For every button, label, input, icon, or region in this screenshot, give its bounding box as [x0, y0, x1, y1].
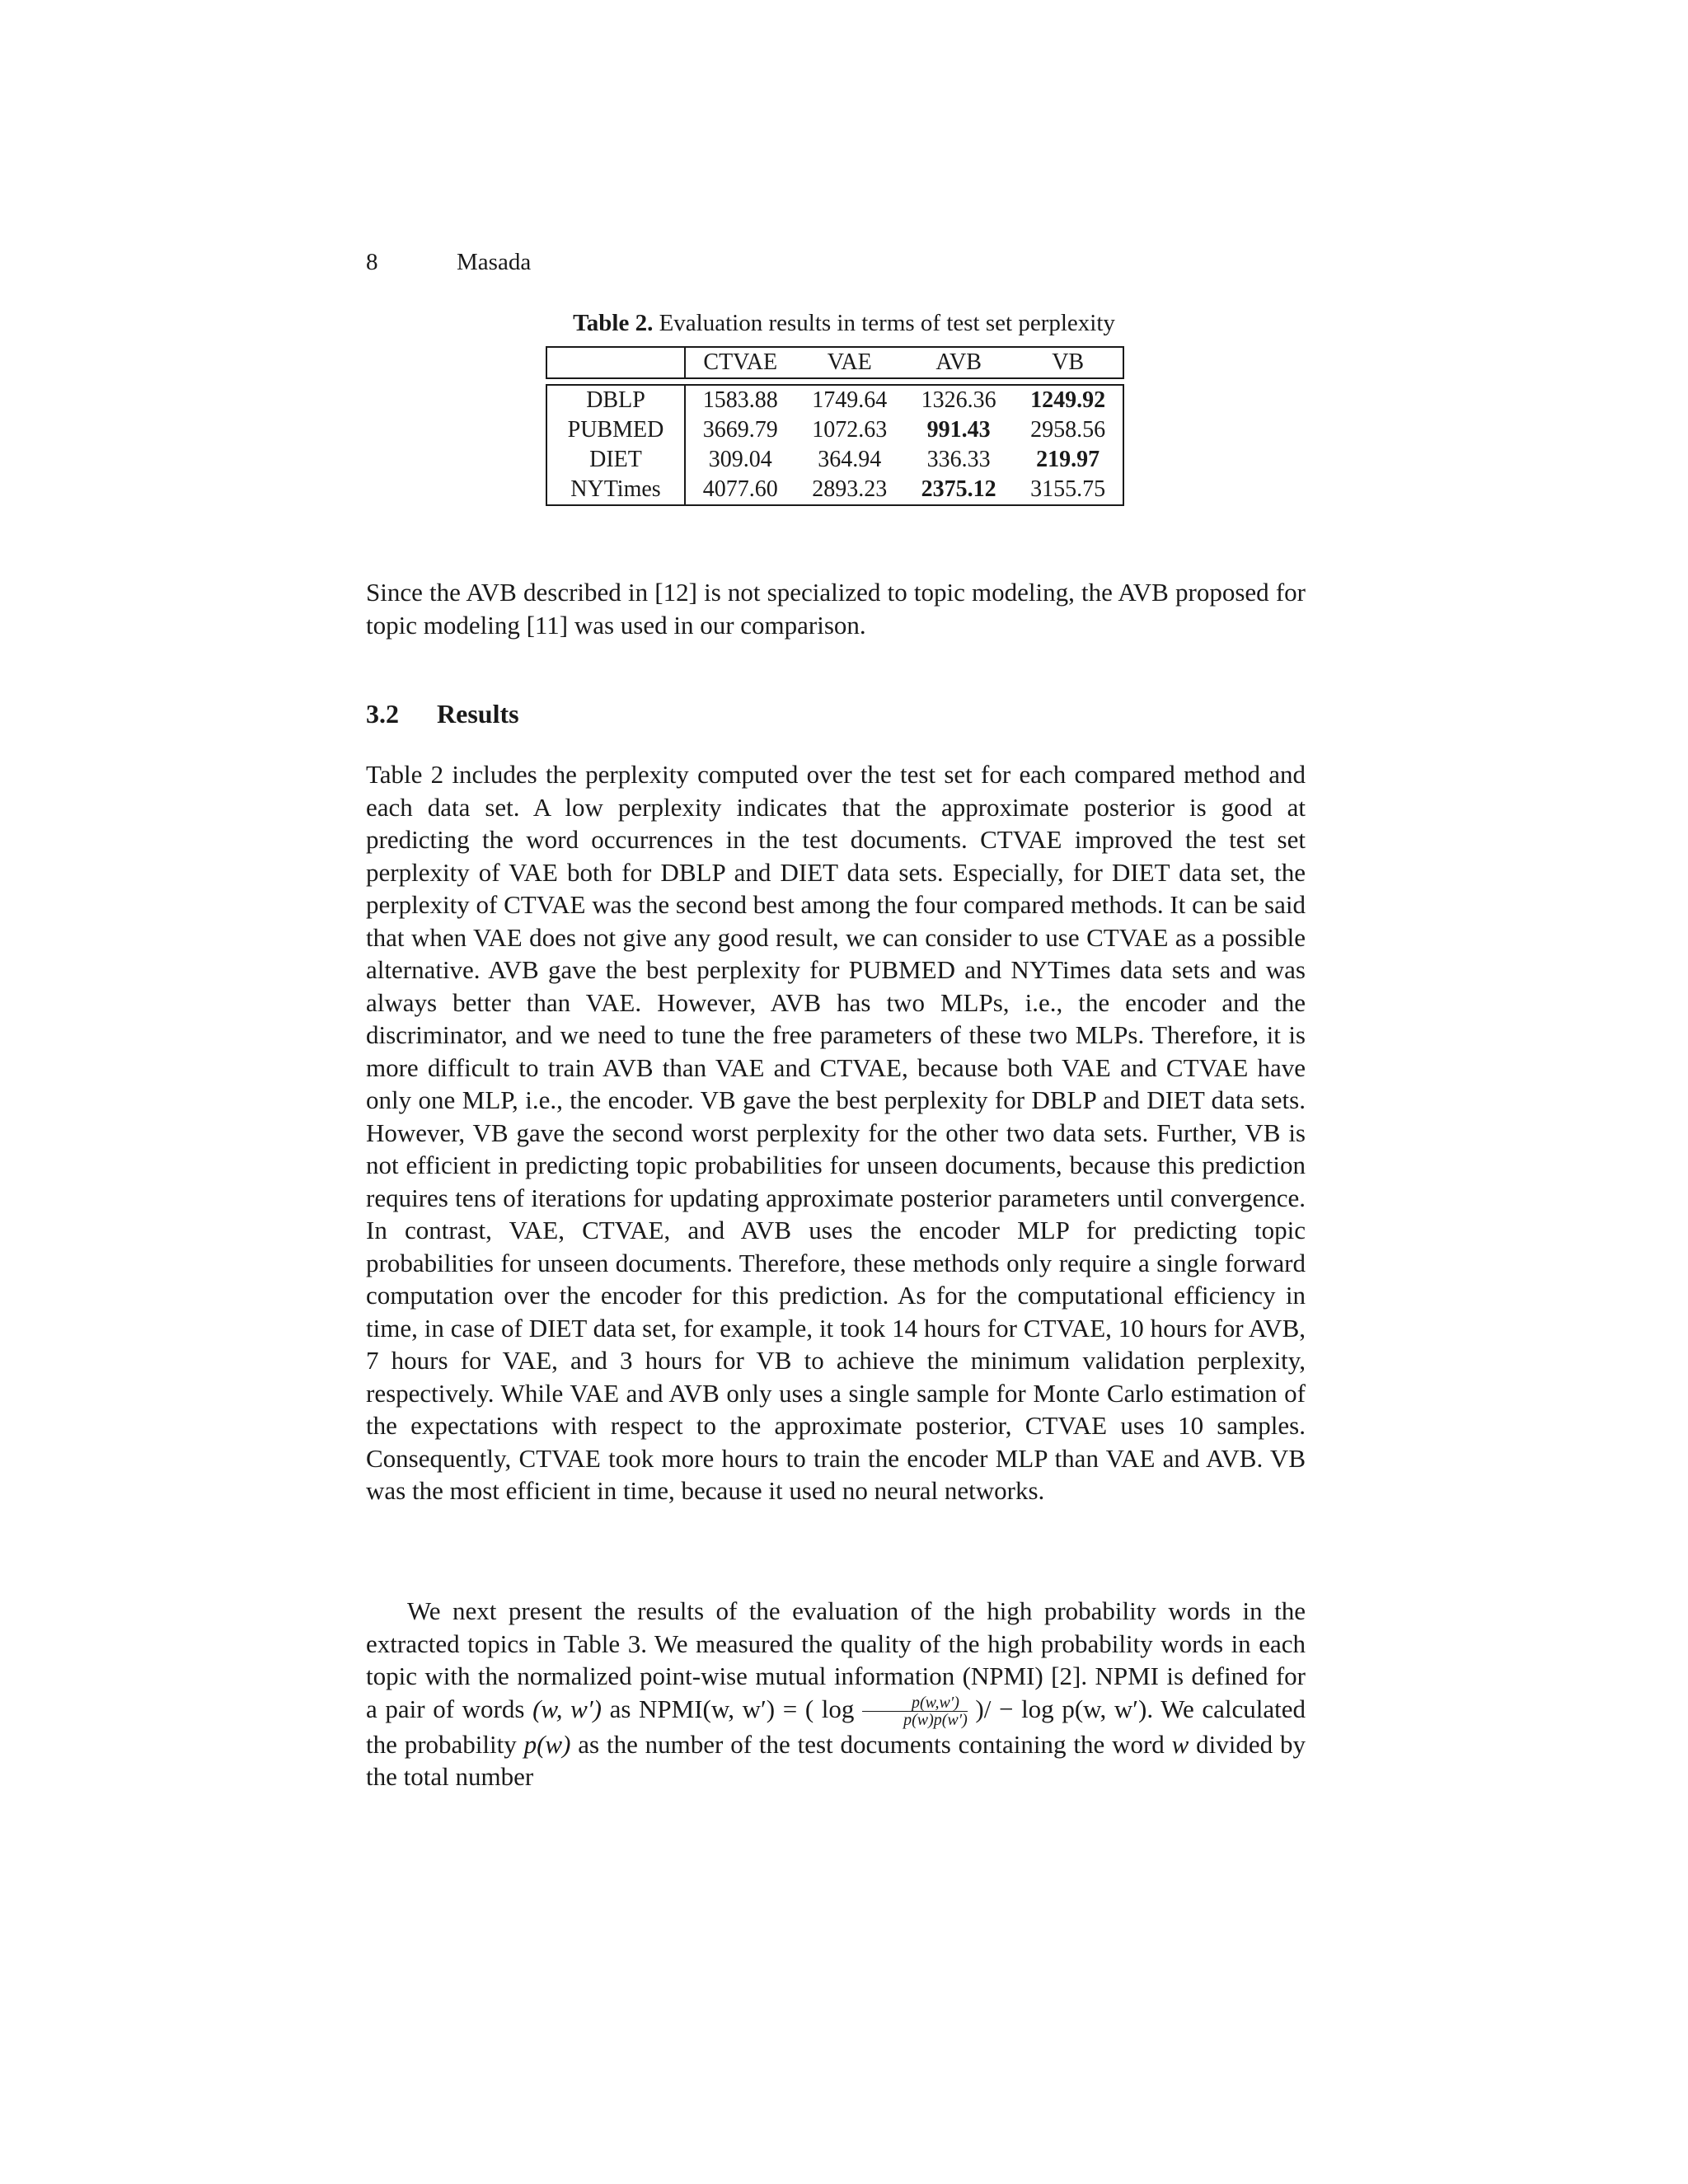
row-label: NYTimes — [546, 475, 685, 505]
table-cell: 364.94 — [818, 447, 882, 472]
page-number: 8 — [366, 249, 378, 275]
running-author: Masada — [457, 249, 532, 275]
npmi-log-close: )/ − log p(w, w′). We calculated the probability — [366, 1694, 1306, 1759]
table-row — [546, 415, 1123, 445]
table-header-vb: VB — [1013, 347, 1123, 378]
row-label: DBLP — [546, 385, 685, 415]
table-row — [546, 475, 1123, 505]
table-cell: 1749.64 — [795, 385, 904, 415]
npmi-text-end: divided by the total number — [366, 1729, 1306, 1792]
table-caption-label: Table 2. — [573, 310, 654, 336]
table-row — [546, 385, 1123, 415]
npmi-fraction — [862, 1694, 968, 1728]
perplexity-table — [546, 346, 1124, 506]
section-number: 3.2 — [366, 699, 399, 729]
table-row — [546, 445, 1123, 475]
table-caption-text: Evaluation results in terms of test set perplexity — [659, 310, 1115, 336]
table-cell-best: 219.97 — [1013, 445, 1123, 475]
table-header-empty — [546, 347, 685, 378]
npmi-text-mid: as NPMI(w, w′) = — [601, 1694, 805, 1723]
row-label: PUBMED — [546, 415, 685, 445]
npmi-log-open: ( log — [804, 1694, 863, 1723]
table-cell-best: 1249.92 — [1013, 385, 1123, 415]
table-cell: 3669.79 — [702, 417, 778, 443]
table-cell: 4077.60 — [685, 475, 795, 505]
npmi-text-after-pw: as the number of the test documents containing the word — [570, 1729, 1172, 1759]
table-cell: 1072.63 — [812, 417, 888, 443]
table-cell: 1326.36 — [904, 385, 1013, 415]
table-header-vae: VAE — [795, 347, 904, 378]
paragraph-npmi — [366, 1595, 1306, 1793]
fraction-numerator: p(w,w′) — [862, 1694, 968, 1712]
math-word-pair: (w, w′) — [532, 1694, 602, 1723]
table-cell: 2893.23 — [795, 475, 904, 505]
table-cell: 309.04 — [708, 447, 772, 472]
table-cell-best: 2375.12 — [904, 475, 1013, 505]
math-pw: p(w) — [523, 1729, 571, 1759]
table-cell: 336.33 — [926, 447, 991, 472]
paragraph-results: Table 2 includes the perplexity computed over the test set for each compared method and each data set. A low perplexity indicates that the approximate posterior is good at predicting the word occurrences in the test documents. CTVAE improved the test set perplexity of VAE both for DBLP and DIET data sets. Especially, for DIET data set, the perplexity of CTVAE was the second best among the four compared methods. It can be said that when VAE does not give any good result, we can consider to use CTVAE as a possible alternative. AVB gave the best perplexity for PUBMED and NYTimes data sets and was always better than VAE. However, AVB has two MLPs, i.e., the encoder and the discriminator, and we need to tune the free parameters of these two MLPs. Therefore, it is more difficult to train AVB than VAE and CTVAE, because both VAE and CTVAE have only one MLP, i.e., the encoder. VB gave the best perplexity for DBLP and DIET data sets. However, VB gave the second worst perplexity for the other two data sets. Further, VB is not efficient in predicting topic probabilities for unseen documents, because this prediction requires tens of iterations for updating approximate posterior parameters until convergence. In contrast, VAE, CTVAE, and AVB uses the encoder MLP for predicting topic probabilities for unseen documents. Therefore, these methods only require a single forward computation over the encoder for this prediction. As for the computational efficiency in time, in case of DIET data set, for example, it took 14 hours for CTVAE, 10 hours for AVB, 7 hours for VAE, and 3 hours for VB to achieve the minimum validation perplexity, respectively. While VAE and AVB only uses a single sample for Monte Carlo estimation of the expectations with respect to the approximate posterior, CTVAE uses 10 samples. Consequently, CTVAE took more hours to train the encoder MLP than VAE and AVB. VB was the most efficient in time, because it used no neural networks. — [366, 760, 1306, 1505]
paragraph-avb-note: Since the AVB described in [12] is not specialized to topic modeling, the AVB proposed for topic modeling [11] was used in our comparison. — [366, 578, 1306, 640]
table-cell-best: 991.43 — [926, 417, 991, 443]
table-header-avb: AVB — [904, 347, 1013, 378]
math-w: w — [1171, 1729, 1189, 1759]
npmi-text-start: We next present the results of the evaluation of the high probability words in the extracted topics in Table 3. We measured the quality of the high probability words in each topic with the normalized point-wise mutual information (NPMI) [2]. NPMI is defined for a pair of words — [366, 1596, 1306, 1723]
table-cell: 1583.88 — [685, 385, 795, 415]
table-header-ctvae: CTVAE — [685, 347, 795, 378]
section-heading — [366, 699, 519, 729]
table-cell: 3155.75 — [1013, 475, 1123, 505]
fraction-denominator: p(w)p(w′) — [903, 1710, 968, 1729]
table-header-row — [546, 347, 1123, 378]
table-cell: 2958.56 — [1013, 415, 1123, 445]
row-label: DIET — [546, 445, 685, 475]
section-title: Results — [437, 699, 519, 729]
table-caption — [0, 310, 1688, 337]
